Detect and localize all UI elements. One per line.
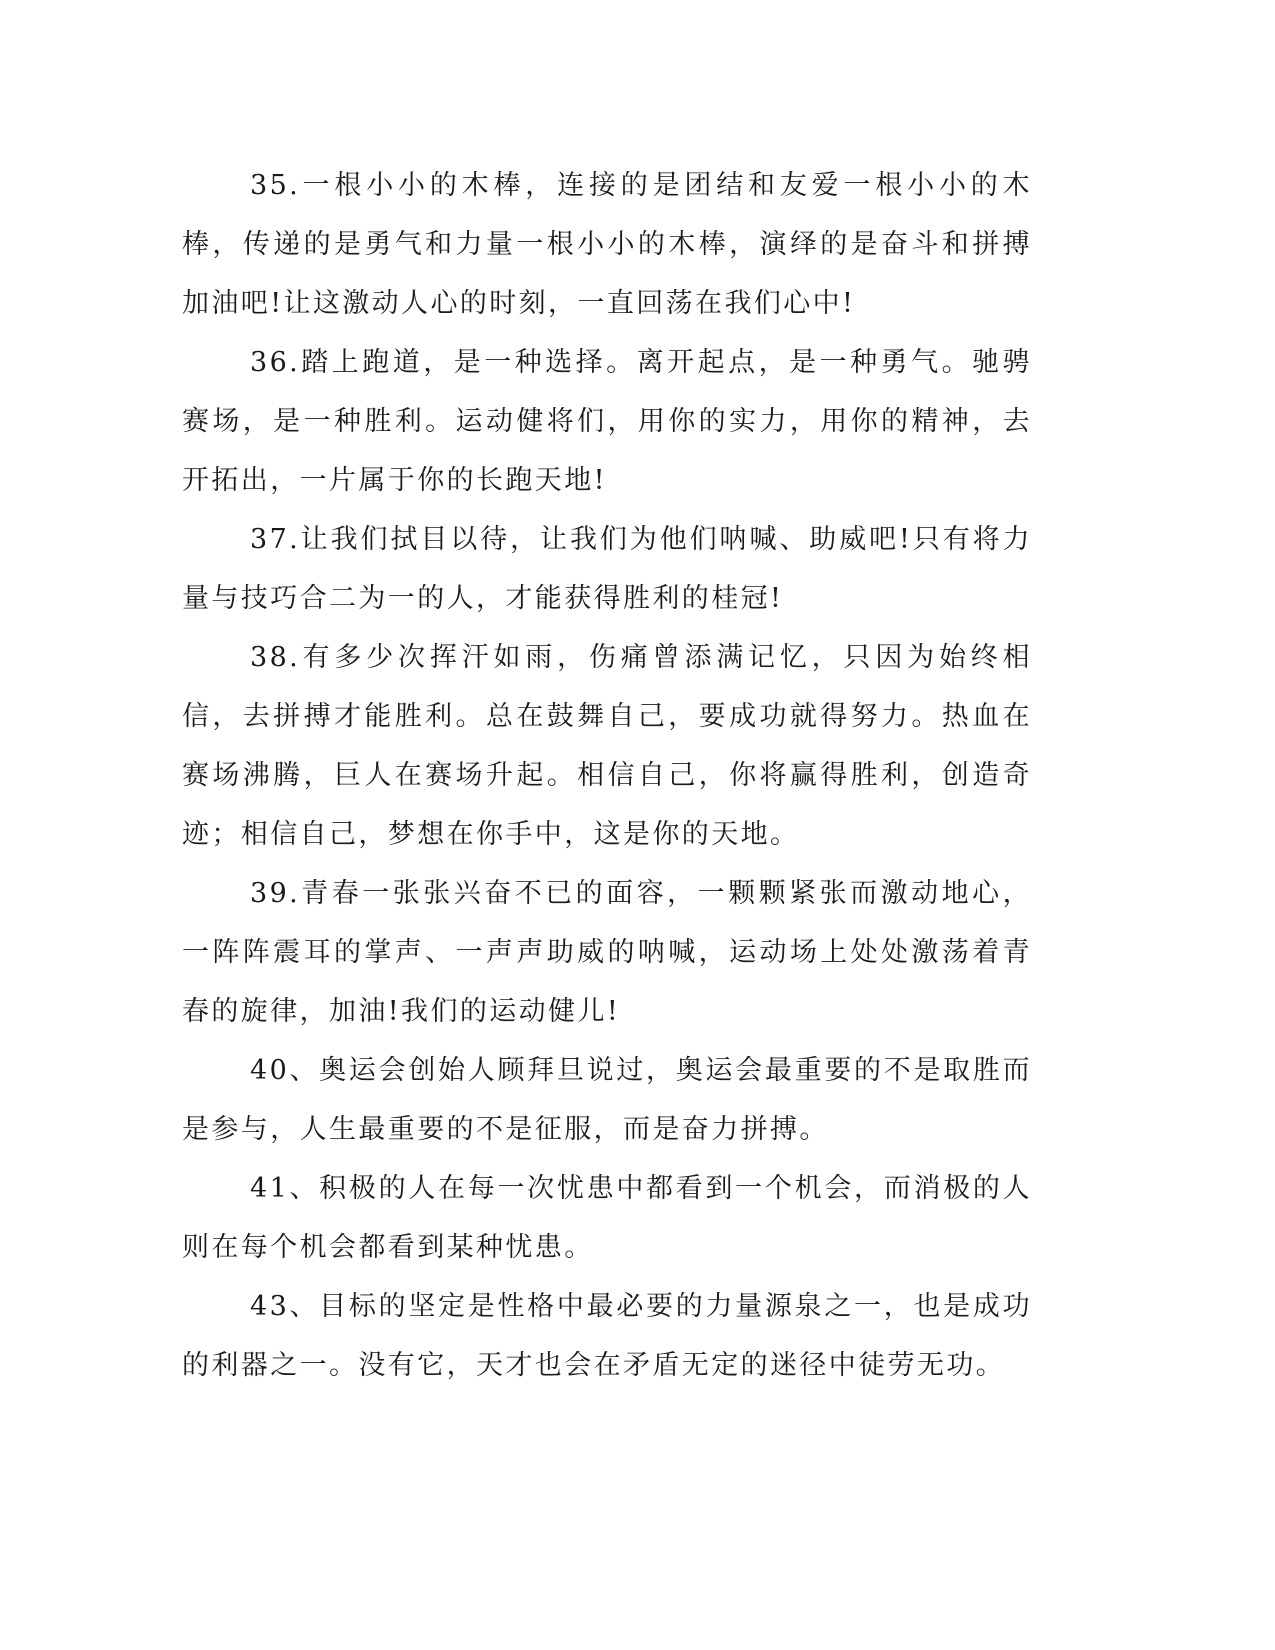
paragraph-39: 39.青春一张张兴奋不已的面容，一颗颗紧张而激动地心，一阵阵震耳的掌声、一声声助威的呐喊，运动场上处处激荡着青春的旋律，加油!我们的运动健儿! xyxy=(182,878,1032,1027)
paragraph-36: 36.踏上跑道，是一种选择。离开起点，是一种勇气。驰骋赛场，是一种胜利。运动健将们，用你的实力，用你的精神，去开拓出，一片属于你的长跑天地! xyxy=(182,347,1032,496)
paragraph-35: 35.一根小小的木棒，连接的是团结和友爱一根小小的木棒，传递的是勇气和力量一根小小的木棒，演绎的是奋斗和拼搏加油吧!让这激动人心的时刻，一直回荡在我们心中! xyxy=(182,170,1032,319)
paragraph-43: 43、目标的坚定是性格中最必要的力量源泉之一，也是成功的利器之一。没有它，天才也会在矛盾无定的迷径中徒劳无功。 xyxy=(182,1291,1032,1381)
paragraph-41: 41、积极的人在每一次忧患中都看到一个机会，而消极的人则在每个机会都看到某种忧患。 xyxy=(182,1173,1032,1263)
document-body xyxy=(182,156,1032,1395)
paragraph-37: 37.让我们拭目以待，让我们为他们呐喊、助威吧!只有将力量与技巧合二为一的人，才能获得胜利的桂冠! xyxy=(182,524,1032,614)
paragraph-38: 38.有多少次挥汗如雨，伤痛曾添满记忆，只因为始终相信，去拼搏才能胜利。总在鼓舞自己，要成功就得努力。热血在赛场沸腾，巨人在赛场升起。相信自己，你将赢得胜利，创造奇迹；相信自己，梦想在你手中，这是你的天地。 xyxy=(182,642,1032,850)
paragraph-40: 40、奥运会创始人顾拜旦说过，奥运会最重要的不是取胜而是参与，人生最重要的不是征服，而是奋力拼搏。 xyxy=(182,1055,1032,1145)
